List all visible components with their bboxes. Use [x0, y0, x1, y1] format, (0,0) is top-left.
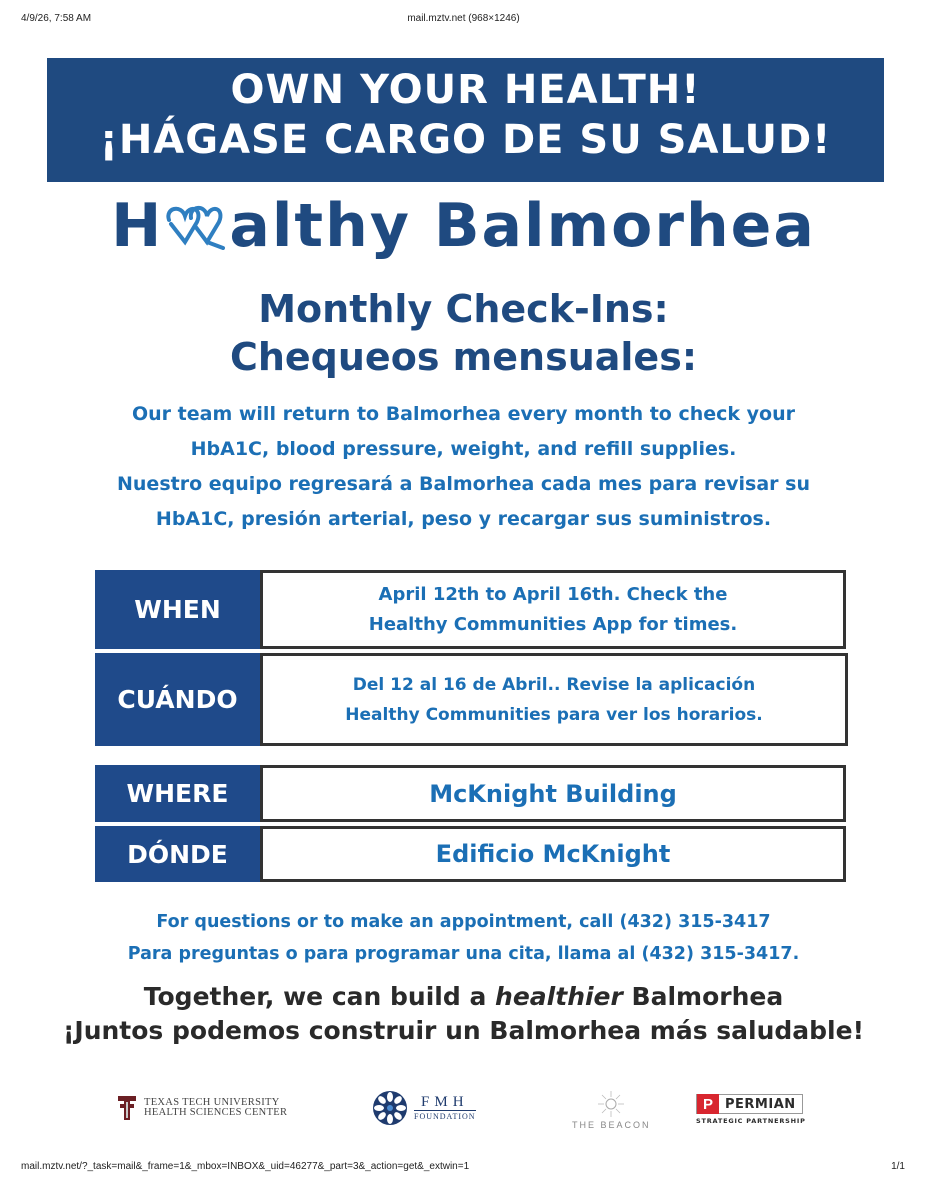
the-beacon-logo: [572, 1090, 651, 1130]
slogan-english-emphasis: healthier: [495, 982, 623, 1011]
section-title-spanish: Chequeos mensuales:: [229, 335, 698, 379]
contact-spanish: Para preguntas o para programar una cita, llama al (432) 315-3417.: [127, 944, 800, 964]
headline-banner: [47, 58, 884, 182]
permian-strategic-partnership-logo: [696, 1094, 806, 1125]
contact-info: [0, 906, 927, 970]
sunburst-icon: [597, 1090, 625, 1118]
ttuhsc-line2: HEALTH SCIENCES CENTER: [144, 1107, 288, 1118]
fmh-sub: FOUNDATION: [414, 1111, 476, 1121]
slogan-english: [0, 980, 927, 1014]
cuando-value-line1: Del 12 al 16 de Abril.. Revise la aplicación: [352, 674, 756, 695]
cuando-row: [95, 653, 848, 746]
section-title: [0, 285, 927, 381]
cuando-label: CUÁNDO: [95, 653, 260, 746]
when-row: [95, 570, 846, 649]
section-title-english: Monthly Check-Ins:: [258, 287, 669, 331]
donde-value: Edificio McKnight: [260, 826, 846, 882]
slogan-english-before: Together, we can build a: [143, 982, 496, 1011]
where-value: McKnight Building: [260, 765, 846, 822]
closing-slogan: [0, 980, 927, 1048]
print-url: mail.mztv.net/?_task=mail&_frame=1&_mbox=INBOX&_uid=46277&_part=3&_action=get&_extwin=1: [21, 1161, 470, 1172]
headline-spanish: ¡HÁGASE CARGO DE SU SALUD!: [99, 117, 832, 163]
when-value-line2: Healthy Communities App for times.: [368, 613, 738, 635]
permian-p-icon: P: [697, 1094, 719, 1114]
headline-english: OWN YOUR HEALTH!: [230, 67, 701, 113]
brand-suffix: althy Balmorhea: [229, 191, 816, 261]
print-header: [0, 13, 927, 27]
permian-name: PERMIAN: [725, 1096, 796, 1112]
ttuhsc-logo: [118, 1096, 287, 1120]
slogan-english-after: Balmorhea: [622, 982, 784, 1011]
page-number: 1/1: [891, 1161, 905, 1172]
double-t-icon: [118, 1096, 136, 1120]
intro-spanish-line2: HbA1C, presión arterial, peso y recargar sus suministros.: [155, 508, 772, 530]
contact-english: For questions or to make an appointment, call (432) 315-3417: [156, 912, 771, 932]
where-row: [95, 765, 846, 822]
slogan-spanish: ¡Juntos podemos construir un Balmorhea más saludable!: [63, 1016, 864, 1045]
where-label: WHERE: [95, 765, 260, 822]
intro-spanish-line1: Nuestro equipo regresará a Balmorhea cada mes para revisar su: [117, 473, 810, 495]
donde-row: [95, 826, 846, 882]
brand-title: [0, 186, 927, 266]
print-footer: [0, 1161, 927, 1175]
fmh-flower-icon: [372, 1090, 408, 1126]
intro-paragraph: [0, 397, 927, 537]
permian-sub: STRATEGIC PARTNERSHIP: [696, 1117, 806, 1125]
when-value: [260, 570, 846, 649]
beacon-name: THE BEACON: [572, 1120, 651, 1130]
print-host: mail.mztv.net (968×1246): [407, 13, 520, 24]
fmh-name: FMH: [414, 1095, 476, 1111]
brand-prefix: H: [111, 191, 164, 261]
ttuhsc-line1: TEXAS TECH UNIVERSITY: [144, 1097, 280, 1108]
intro-english-line2: HbA1C, blood pressure, weight, and refill supplies.: [190, 438, 737, 460]
donde-label: DÓNDE: [95, 826, 260, 882]
when-value-line1: April 12th to April 16th. Check the: [378, 583, 728, 605]
when-label: WHEN: [95, 570, 260, 649]
cuando-value-line2: Healthy Communities para ver los horarios.: [345, 704, 763, 725]
cuando-value: [260, 653, 848, 746]
intro-english-line1: Our team will return to Balmorhea every month to check your: [132, 403, 795, 425]
partner-logos: [0, 1090, 927, 1140]
print-date: 4/9/26, 7:58 AM: [21, 13, 92, 24]
fmh-foundation-logo: [372, 1090, 476, 1126]
double-heart-loop-icon: [163, 190, 229, 240]
